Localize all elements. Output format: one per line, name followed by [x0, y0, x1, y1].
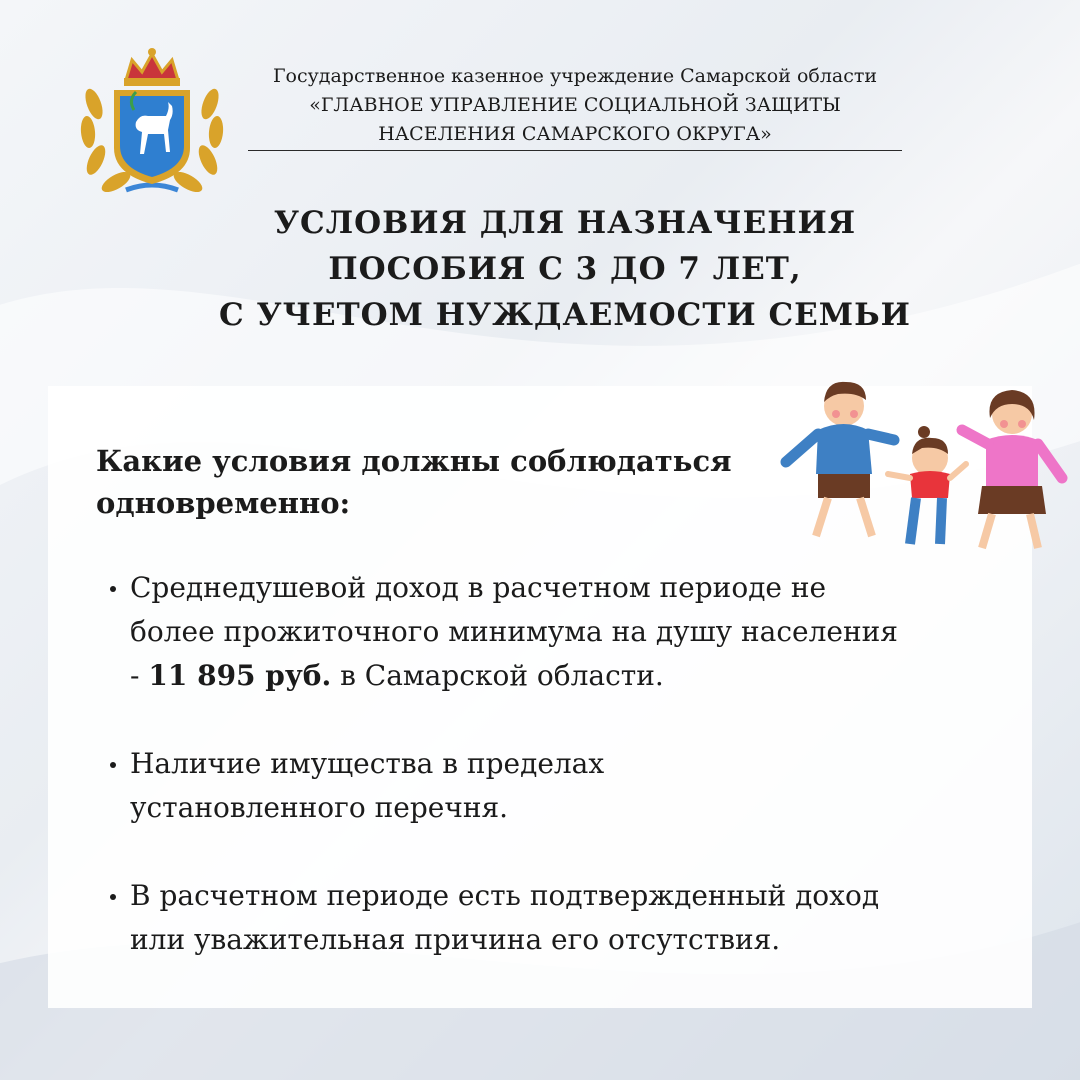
samara-coat-of-arms-icon — [76, 44, 228, 196]
org-line-2: «ГЛАВНОЕ УПРАВЛЕНИЕ СОЦИАЛЬНОЙ ЗАЩИТЫ — [309, 94, 841, 116]
conditions-list — [106, 566, 1006, 1006]
amount-suffix: в Самарской области. — [331, 659, 664, 692]
subtitle-line-1: Какие условия должны соблюдаться — [96, 444, 732, 478]
list-item — [106, 566, 1006, 698]
amount-value: 11 895 руб. — [148, 659, 332, 692]
header — [0, 0, 1080, 380]
org-line-3: НАСЕЛЕНИЯ САМАРСКОГО ОКРУГА» — [378, 123, 772, 145]
item-line: установленного перечня. — [130, 791, 509, 824]
item-line — [130, 654, 1006, 698]
item-line: Среднедушевой доход в расчетном периоде не — [130, 571, 827, 604]
list-item — [106, 874, 1006, 962]
item-line: В расчетном периоде есть подтвержденный доход — [130, 879, 880, 912]
subtitle-line-2: одновременно: — [96, 486, 351, 520]
bullet-dot — [110, 894, 116, 900]
title-line-2: ПОСОБИЯ С 3 ДО 7 ЛЕТ, — [328, 251, 802, 287]
bullet-dot — [110, 762, 116, 768]
organization-name — [248, 62, 902, 149]
conditions-heading — [96, 440, 732, 524]
title-line-3: С УЧЕТОМ НУЖДАЕМОСТИ СЕМЬИ — [219, 297, 911, 333]
list-item — [106, 742, 1006, 830]
boy-figure — [786, 382, 894, 536]
divider — [248, 150, 902, 151]
woman-figure — [962, 390, 1062, 548]
title-line-1: УСЛОВИЯ ДЛЯ НАЗНАЧЕНИЯ — [273, 205, 857, 241]
amount-prefix: - — [130, 659, 149, 692]
item-line: более прожиточного минимума на душу населения — [130, 615, 898, 648]
family-illustration — [776, 374, 1072, 564]
page-title — [150, 200, 980, 338]
org-line-1: Государственное казенное учреждение Самарской области — [272, 65, 878, 87]
item-line: Наличие имущества в пределах — [130, 747, 605, 780]
girl-figure — [888, 426, 966, 544]
bullet-dot — [110, 586, 116, 592]
item-line: или уважительная причина его отсутствия. — [130, 923, 781, 956]
